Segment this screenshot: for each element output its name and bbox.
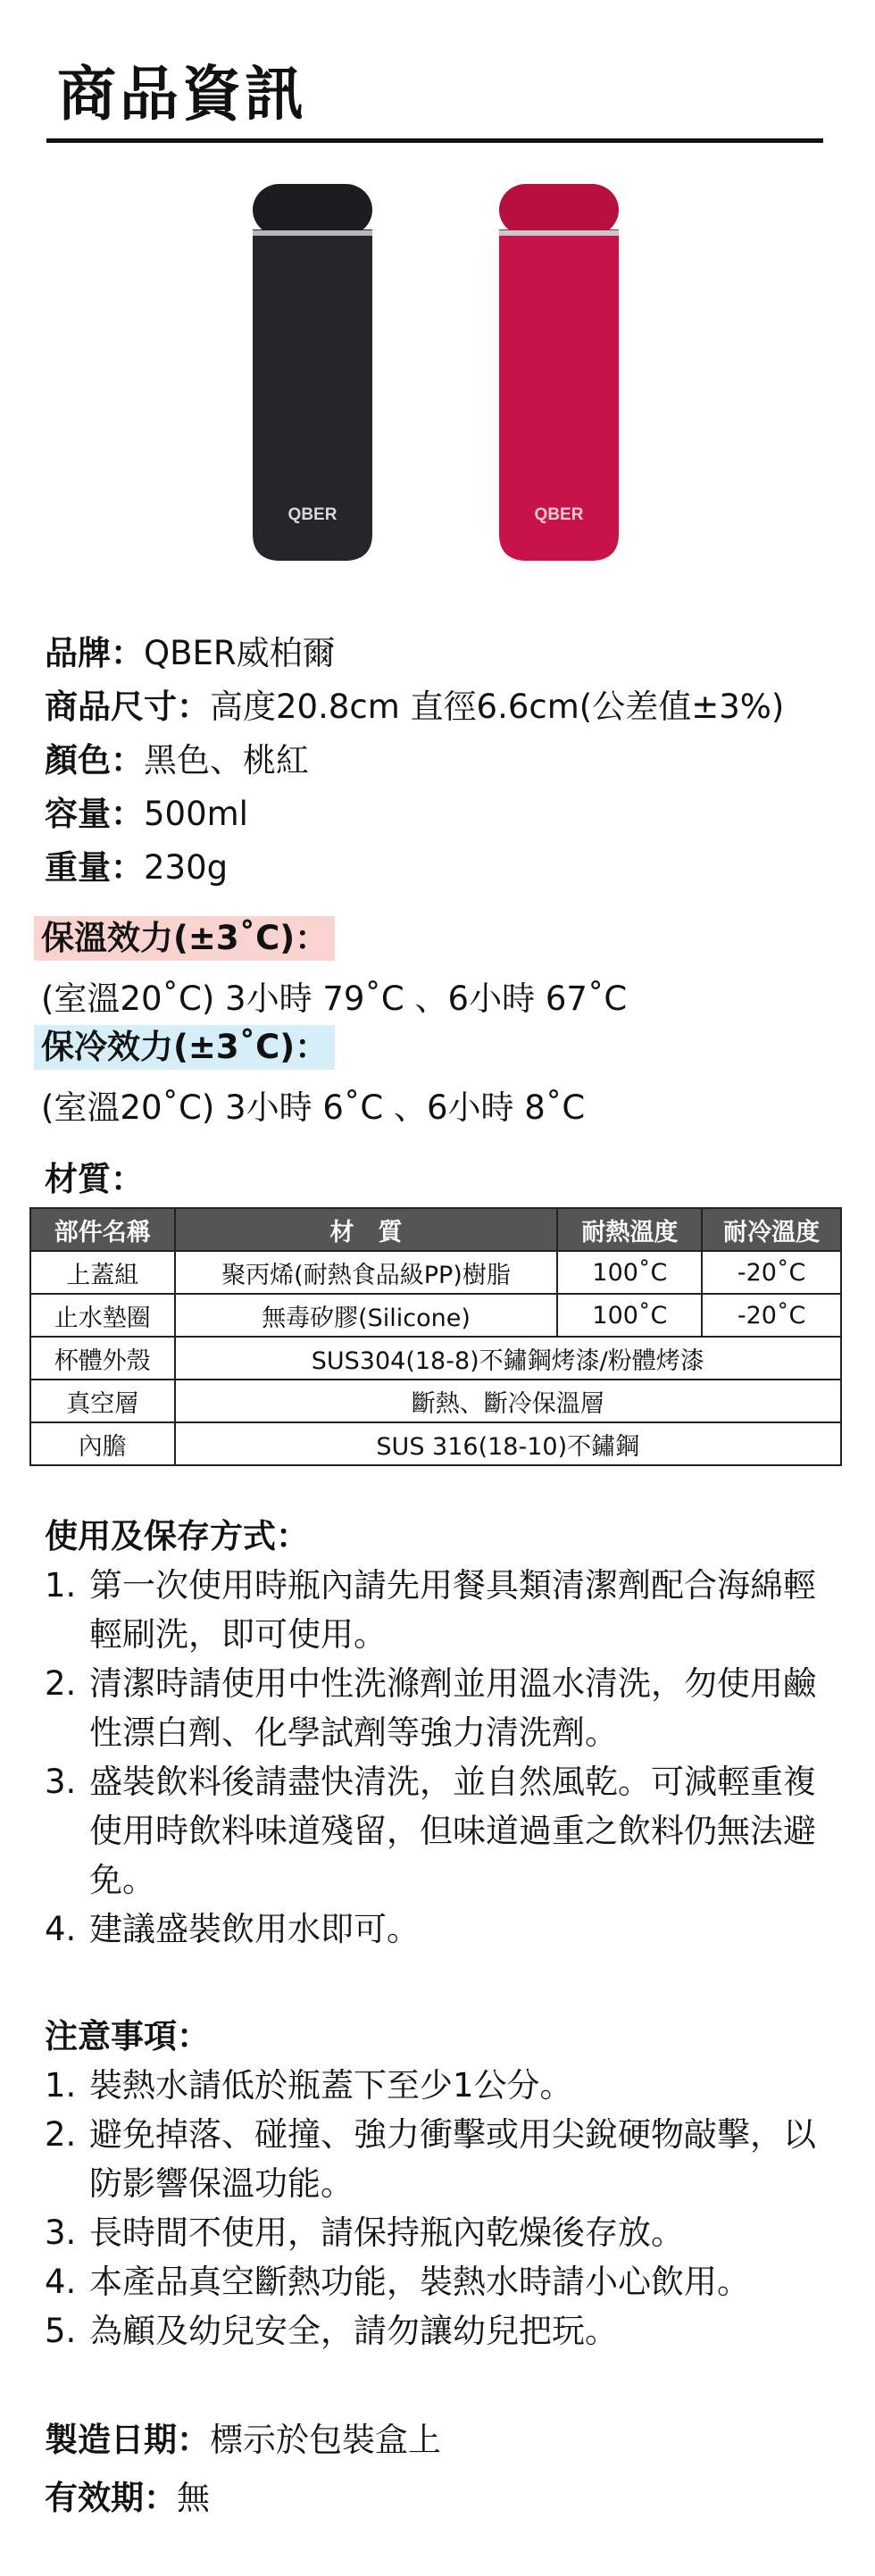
notes-title: 注意事項： — [45, 2017, 210, 2055]
product-image — [0, 170, 875, 607]
header-cold: 耐冷溫度 — [702, 1208, 841, 1251]
warm-label-wrap — [34, 916, 335, 961]
list-item — [45, 2061, 830, 2110]
header-heat: 耐熱溫度 — [557, 1208, 702, 1251]
spec-weight-label: 重量： — [45, 848, 144, 887]
spec-weight — [45, 842, 228, 894]
list-item-text: 盛裝飲料後請盡快清洗，並自然風乾。可減輕重複使用時飲料味道殘留，但味道過重之飲料仍無法避免。 — [89, 1763, 816, 1899]
list-item-text: 建議盛裝飲用水即可。 — [89, 1910, 420, 1948]
manufacture-date-label: 製造日期： — [45, 2421, 210, 2459]
list-item-text: 避免掉落、碰撞、強力衝擊或用尖銳硬物敲擊，以防影響保溫功能。 — [89, 2115, 816, 2203]
list-item-number: 1. — [45, 2066, 77, 2105]
list-item — [45, 2208, 830, 2257]
list-item — [45, 2110, 830, 2208]
list-item-text: 裝熱水請低於瓶蓋下至少1公分。 — [89, 2066, 573, 2105]
row-part: 上蓋組 — [30, 1251, 175, 1294]
row-heat: 100˚C — [557, 1294, 702, 1337]
list-item — [45, 1757, 830, 1905]
table-row — [30, 1294, 841, 1337]
row-heat: 100˚C — [557, 1251, 702, 1294]
pink-bottle-logo: QBER — [534, 505, 584, 524]
list-item-number: 5. — [45, 2312, 77, 2350]
list-item-number: 3. — [45, 1763, 77, 1801]
list-item-text: 清潔時請使用中性洗滌劑並用溫水清洗，勿使用鹼性漂白劑、化學試劑等強力清洗劑。 — [89, 1664, 816, 1752]
header-part: 部件名稱 — [30, 1208, 175, 1251]
list-item — [45, 1561, 830, 1659]
spec-brand — [45, 628, 336, 679]
pink-bottle — [499, 184, 619, 561]
table-row — [30, 1337, 841, 1380]
spec-size — [45, 681, 784, 733]
spec-weight-value: 230g — [144, 848, 229, 887]
pink-bottle-cap — [499, 184, 619, 236]
usage-title: 使用及保存方式： — [45, 1517, 309, 1555]
table-row — [30, 1251, 841, 1294]
list-item-text: 本產品真空斷熱功能，裝熱水時請小心飲用。 — [89, 2263, 750, 2301]
row-material: SUS304(18-8)不鏽鋼烤漆/粉體烤漆 — [175, 1337, 841, 1380]
list-item — [45, 2257, 830, 2306]
list-item-number: 4. — [45, 2263, 77, 2301]
row-material: 聚丙烯(耐熱食品級PP)樹脂 — [175, 1251, 558, 1294]
cold-effect-label: 保冷效力(±3˚C)： — [34, 1025, 335, 1070]
black-bottle-logo: QBER — [288, 505, 338, 524]
spec-size-value: 高度20.8cm 直徑6.6cm(公差值±3%) — [210, 688, 785, 726]
list-item — [45, 1659, 830, 1757]
list-item — [45, 1905, 830, 1954]
materials-header-row — [30, 1208, 841, 1251]
table-row — [30, 1422, 841, 1465]
row-material: SUS 316(18-10)不鏽鋼 — [175, 1422, 841, 1465]
manufacture-date-value: 標示於包裝盒上 — [210, 2421, 441, 2459]
row-cold: -20˚C — [702, 1294, 841, 1337]
spec-capacity — [45, 788, 248, 840]
pink-bottle-ring — [499, 230, 619, 236]
spec-brand-label: 品牌： — [45, 634, 144, 672]
expiry-value: 無 — [177, 2479, 210, 2517]
black-bottle-cap — [253, 184, 372, 236]
list-item — [45, 2306, 830, 2355]
expiry — [45, 2471, 210, 2519]
usage-list — [45, 1561, 830, 1954]
row-part: 止水墊圈 — [30, 1294, 175, 1337]
warm-effect-label: 保溫效力(±3˚C)： — [34, 916, 335, 961]
header-material: 材 質 — [175, 1208, 558, 1251]
table-row — [30, 1380, 841, 1422]
row-material: 無毒矽膠(Silicone) — [175, 1294, 558, 1337]
expiry-label: 有效期： — [45, 2479, 177, 2517]
row-cold: -20˚C — [702, 1251, 841, 1294]
list-item-number: 4. — [45, 1910, 77, 1948]
row-part: 內膽 — [30, 1422, 175, 1465]
list-item-text: 為顧及幼兒安全，請勿讓幼兒把玩。 — [89, 2312, 618, 2350]
black-bottle — [253, 184, 372, 561]
spec-color-value: 黑色、桃紅 — [144, 741, 309, 779]
spec-size-label: 商品尺寸： — [45, 688, 210, 726]
list-item-number: 2. — [45, 1664, 77, 1703]
page-title: 商品資訊 — [57, 60, 307, 129]
manufacture-date — [45, 2413, 441, 2461]
spec-brand-value: QBER威柏爾 — [144, 634, 336, 672]
list-item-number: 2. — [45, 2115, 77, 2154]
list-item-text: 第一次使用時瓶內請先用餐具類清潔劑配合海綿輕輕刷洗，即可使用。 — [89, 1566, 816, 1654]
cold-effect-value: (室溫20˚C) 3小時 6˚C 、6小時 8˚C — [41, 1088, 586, 1127]
warm-effect-value: (室溫20˚C) 3小時 79˚C 、6小時 67˚C — [41, 980, 628, 1018]
spec-color-label: 顏色： — [45, 741, 144, 779]
spec-color — [45, 735, 309, 787]
black-bottle-ring — [253, 230, 372, 236]
row-material: 斷熱、斷冷保溫層 — [175, 1380, 841, 1422]
notes-list — [45, 2061, 830, 2355]
list-item-number: 1. — [45, 1566, 77, 1605]
spec-capacity-value: 500ml — [144, 795, 248, 833]
list-item-text: 長時間不使用，請保持瓶內乾燥後存放。 — [89, 2213, 684, 2252]
materials-title: 材質： — [45, 1160, 144, 1198]
list-item-number: 3. — [45, 2213, 77, 2252]
title-divider — [46, 138, 823, 143]
row-part: 真空層 — [30, 1380, 175, 1422]
cold-label-wrap — [34, 1025, 335, 1070]
materials-table — [29, 1207, 842, 1466]
spec-capacity-label: 容量： — [45, 795, 144, 833]
row-part: 杯體外殼 — [30, 1337, 175, 1380]
